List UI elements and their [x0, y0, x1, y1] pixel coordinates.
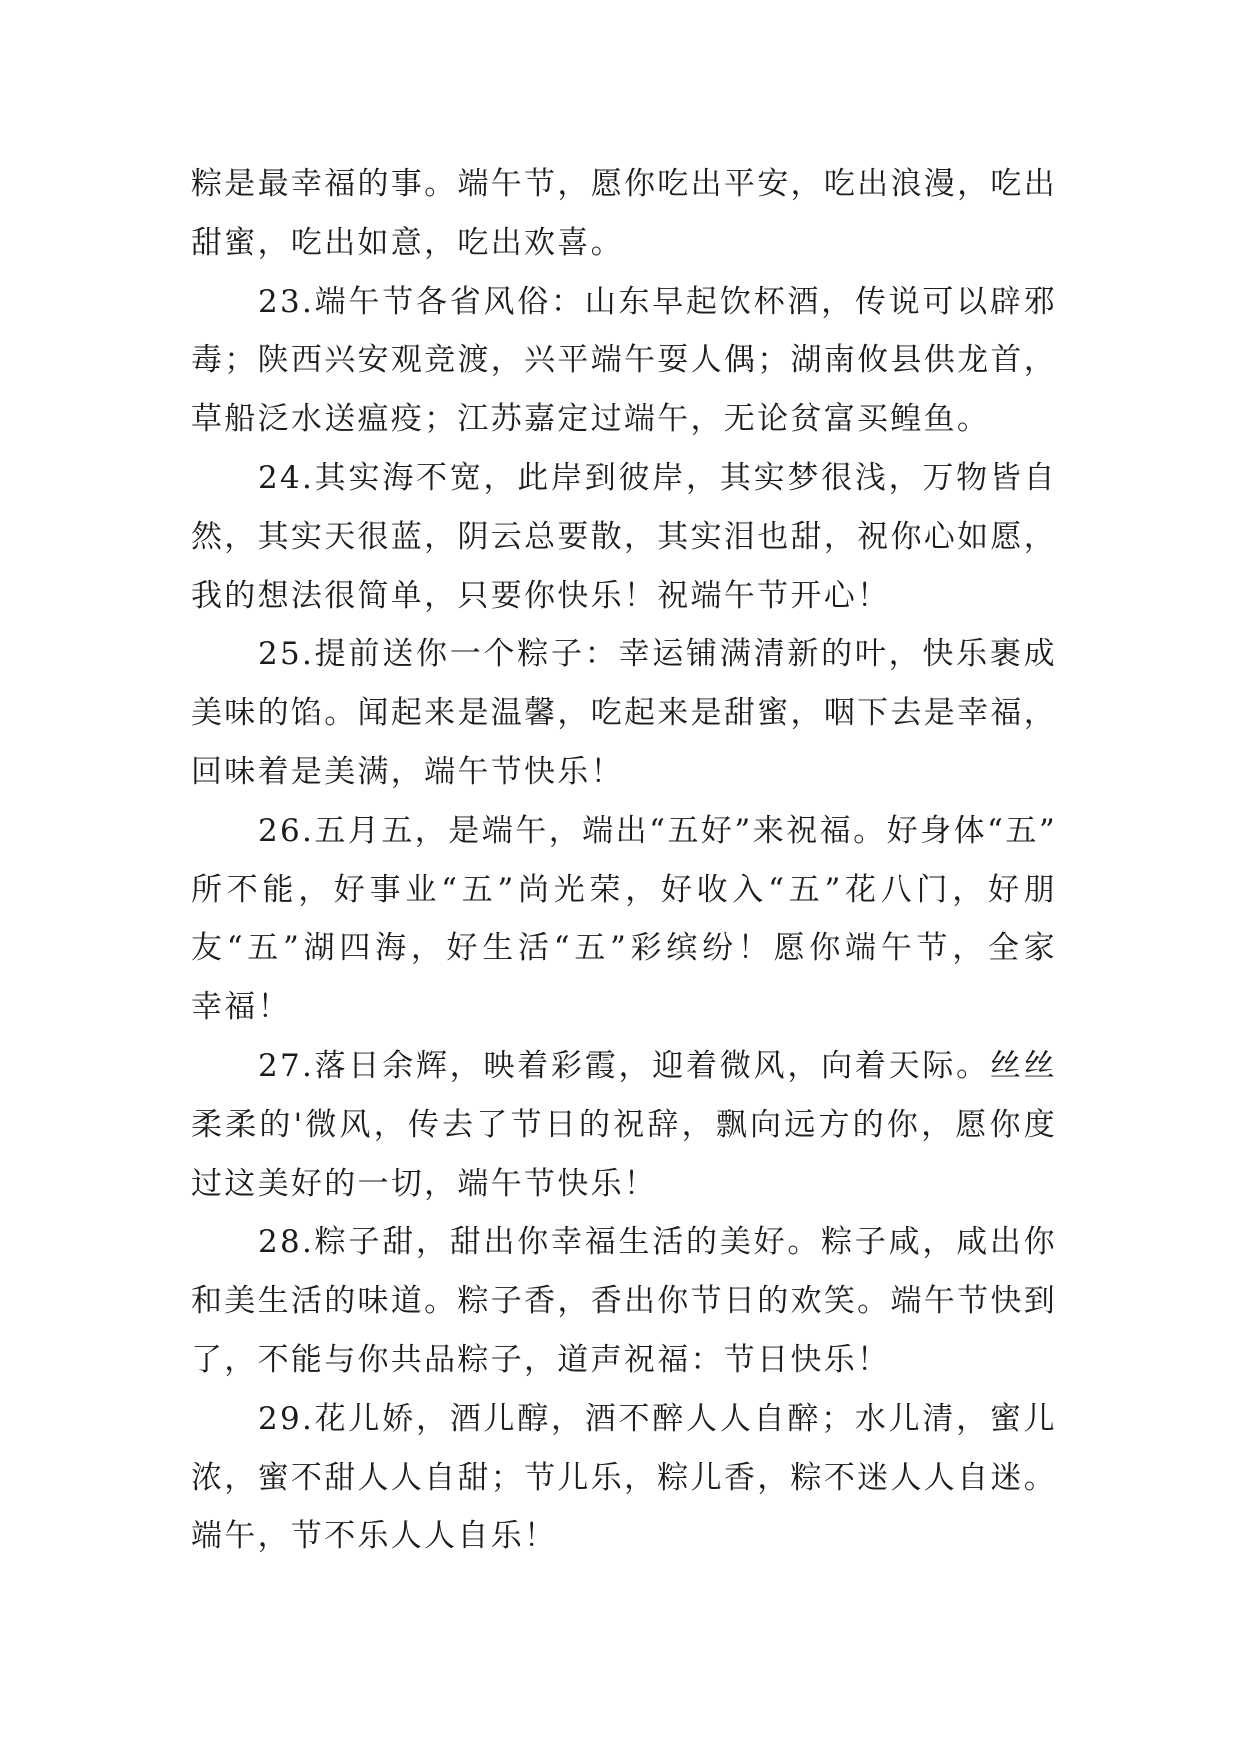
text-line: 所不能，好事业“五”尚光荣，好收入“五”花八门，好朋	[191, 871, 1057, 908]
text-line: 26.五月五，是端午，端出“五好”来祝福。好身体“五”	[258, 812, 1057, 849]
text-line: 23.端午节各省风俗：山东早起饮杯酒，传说可以辟邪	[258, 283, 1057, 320]
paragraph-24	[191, 449, 1057, 625]
text-line: 过这美好的一切，端午节快乐！	[191, 1165, 658, 1202]
text-line: 29.花儿娇，酒儿醇，酒不醉人人自醉；水儿清，蜜儿	[258, 1400, 1057, 1437]
text-line: 和美生活的味道。粽子香，香出你节日的欢笑。端午节快到	[191, 1283, 1057, 1320]
paragraph-26	[191, 802, 1057, 1037]
text-line: 草船泛水送瘟疫；江苏嘉定过端午，无论贫富买鳇鱼。	[191, 401, 991, 438]
text-line: 甜蜜，吃出如意，吃出欢喜。	[191, 224, 624, 261]
paragraph-22-continuation	[191, 155, 1057, 273]
text-line: 24.其实海不宽，此岸到彼岸，其实梦很浅，万物皆自	[258, 459, 1057, 496]
text-line: 端午，节不乐人人自乐！	[191, 1518, 558, 1555]
text-line: 友“五”湖四海，好生活“五”彩缤纷！愿你端午节，全家	[191, 930, 1057, 967]
paragraph-29	[191, 1390, 1057, 1566]
text-line: 柔柔的'微风，传去了节日的祝辞，飘向远方的你，愿你度	[191, 1106, 1057, 1143]
paragraph-28	[191, 1213, 1057, 1389]
text-line: 25.提前送你一个粽子：幸运铺满清新的叶，快乐裹成	[258, 636, 1057, 673]
text-line: 27.落日余辉，映着彩霞，迎着微风，向着天际。丝丝	[258, 1047, 1057, 1084]
text-line: 毒；陕西兴安观竞渡，兴平端午耍人偶；湖南攸县供龙首，	[191, 342, 1057, 379]
document-body	[191, 155, 1057, 1566]
paragraph-23	[191, 273, 1057, 449]
text-line: 回味着是美满，端午节快乐！	[191, 753, 624, 790]
text-line: 然，其实天很蓝，阴云总要散，其实泪也甜，祝你心如愿，	[191, 518, 1057, 555]
paragraph-27	[191, 1037, 1057, 1213]
text-line: 我的想法很简单，只要你快乐！祝端午节开心！	[191, 577, 891, 614]
text-line: 了，不能与你共品粽子，道声祝福：节日快乐！	[191, 1341, 891, 1378]
text-line: 幸福！	[191, 989, 291, 1026]
text-line: 美味的馅。闻起来是温馨，吃起来是甜蜜，咽下去是幸福，	[191, 695, 1057, 732]
text-line: 粽是最幸福的事。端午节，愿你吃出平安，吃出浪漫，吃出	[191, 166, 1057, 202]
text-line: 28.粽子甜，甜出你幸福生活的美好。粽子咸，咸出你	[258, 1224, 1057, 1261]
paragraph-25	[191, 625, 1057, 801]
text-line: 浓，蜜不甜人人自甜；节儿乐，粽儿香，粽不迷人人自迷。	[191, 1459, 1057, 1496]
